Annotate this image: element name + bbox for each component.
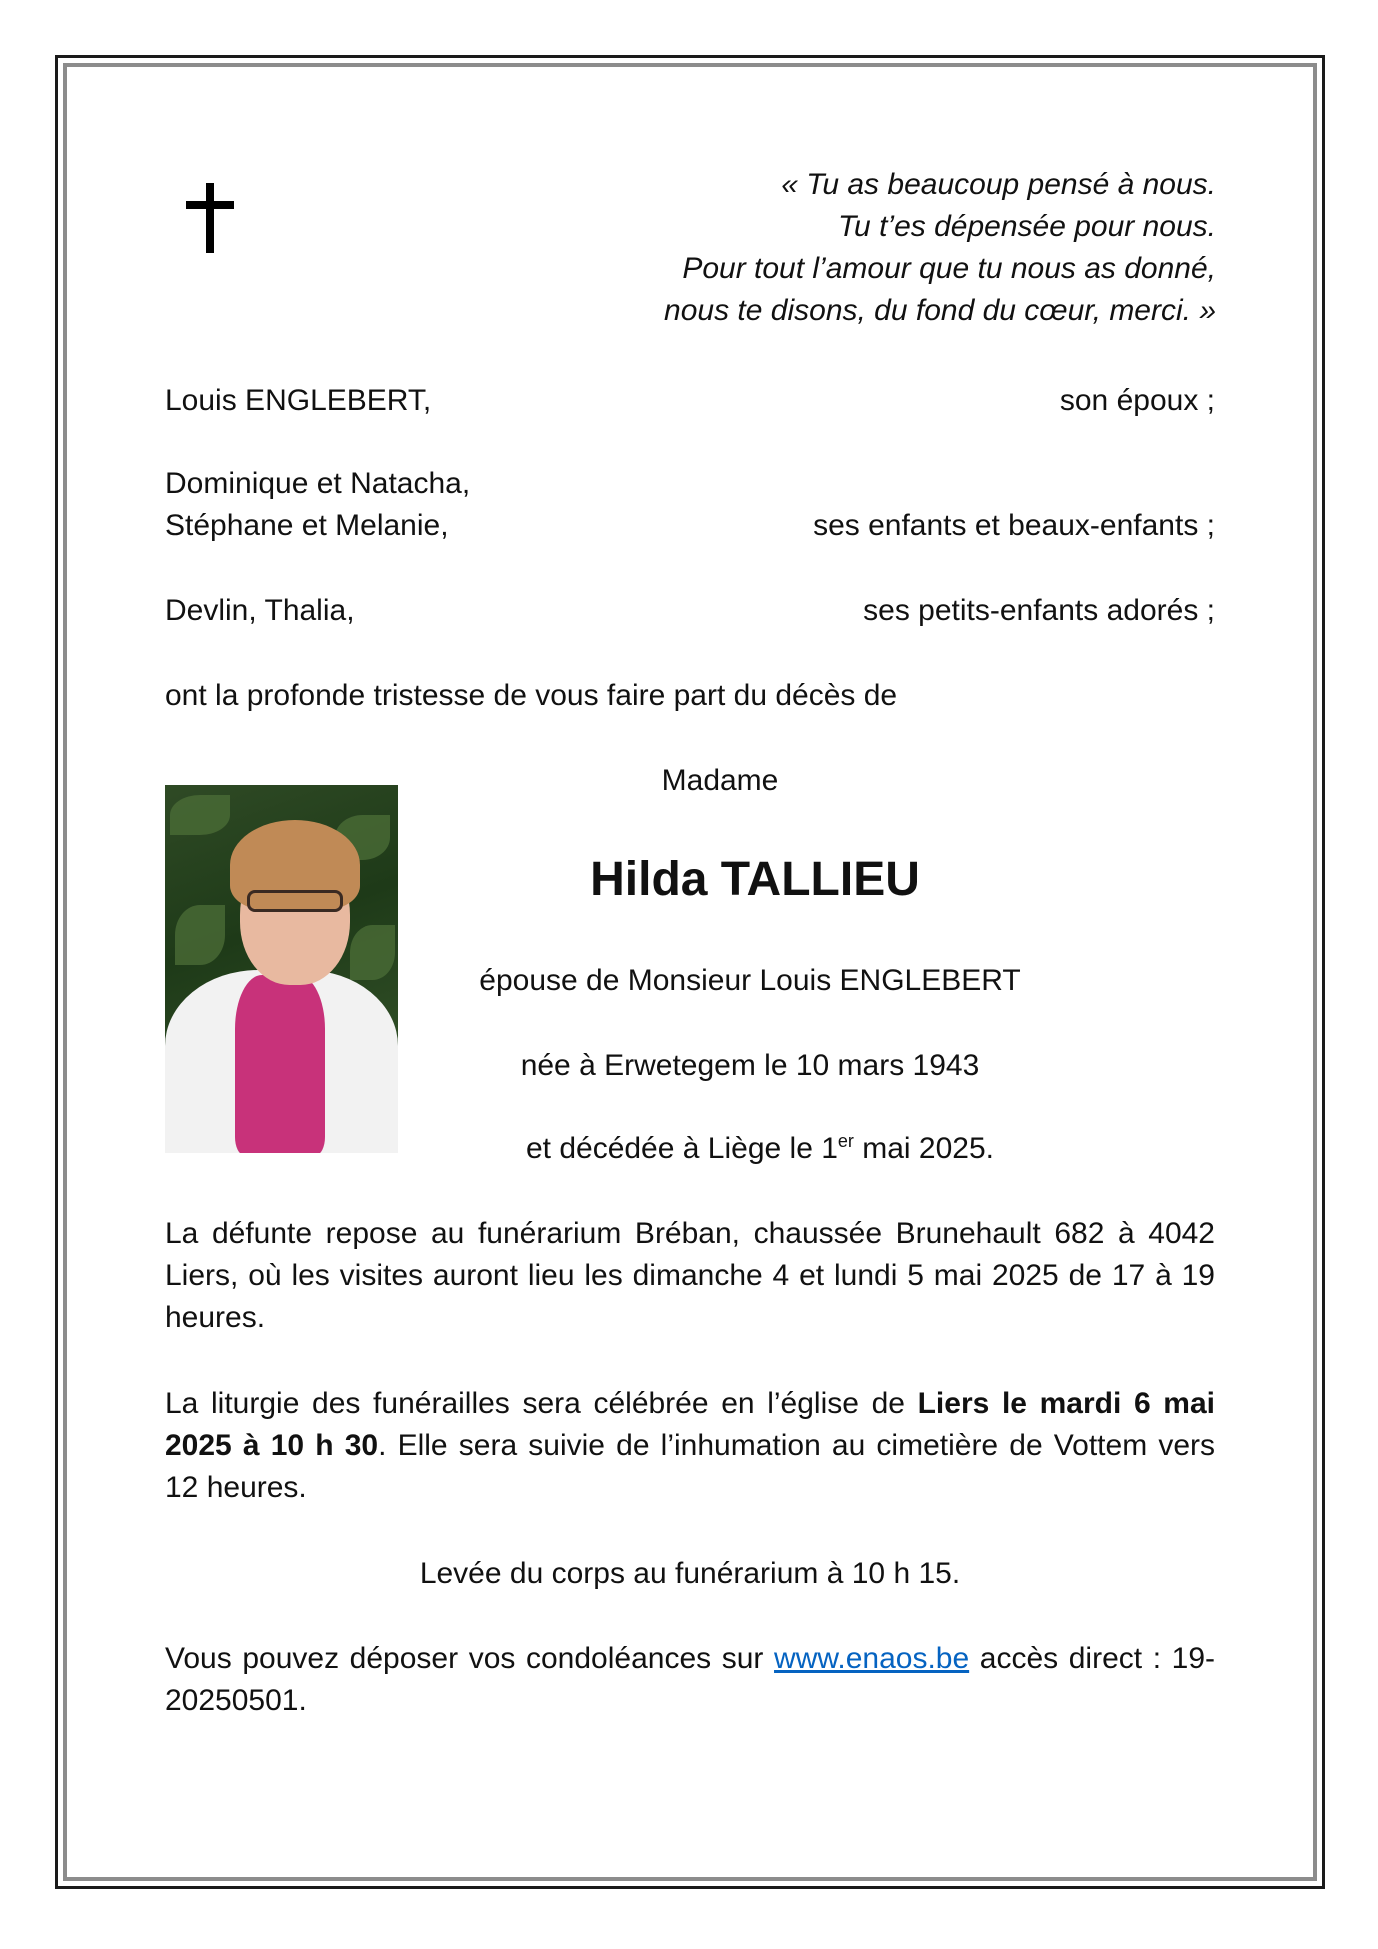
- quote-line: Pour tout l’amour que tu nous as donné,: [682, 252, 1216, 285]
- visitation-paragraph: La défunte repose au funérarium Bréban, chaussée Brunehault 682 à 4042 Liers, où les visites auront lieu les dimanche 4 et lundi 5 mai 2025 de 17 à 19 heures.: [165, 1217, 1215, 1334]
- deceased-title: Madame: [661, 764, 779, 797]
- children-role: ses enfants et beaux-enfants ;: [813, 509, 1215, 542]
- epitaph-quote: [664, 164, 1216, 332]
- family-children-row: [165, 463, 1215, 547]
- grandchildren-role: ses petits-enfants adorés ;: [863, 594, 1215, 627]
- cross-icon: [180, 183, 240, 253]
- children-names-2: Stéphane et Melanie,: [165, 509, 449, 542]
- condolences-paragraph: Vous pouvez déposer vos condoléances sur www.enaos.be accès direct : 19-20250501.: [165, 1642, 1216, 1717]
- spouse-role: son époux ;: [1059, 384, 1215, 417]
- deceased-death: et décédée à Liège le 1er mai 2025.: [525, 1131, 995, 1165]
- spouse-name: Louis ENGLEBERT,: [165, 384, 432, 417]
- grandchildren-names: Devlin, Thalia,: [165, 594, 355, 627]
- deceased-name: Hilda TALLIEU: [590, 853, 920, 906]
- liturgy-paragraph: La liturgie des funérailles sera célébrée en l’église de Liers le mardi 6 mai 2025 à 10 h 30. Elle sera suivie de l’inhumation au cimetière de Vottem vers 12 heures.: [165, 1387, 1216, 1504]
- condolences-link[interactable]: www.enaos.be: [774, 1642, 970, 1675]
- quote-line: « Tu as beaucoup pensé à nous.: [781, 168, 1216, 201]
- quote-line: Tu t’es dépensée pour nous.: [837, 210, 1216, 243]
- children-names-1: Dominique et Natacha,: [165, 467, 471, 500]
- deceased-birth: née à Erwetegem le 10 mars 1943: [520, 1049, 980, 1082]
- levee-text: Levée du corps au funérarium à 10 h 15.: [419, 1557, 961, 1590]
- announcement-text: ont la profonde tristesse de vous faire part du décès de: [165, 679, 898, 712]
- deceased-photo: [165, 785, 398, 1153]
- quote-line: nous te disons, du fond du cœur, merci. »: [664, 294, 1216, 327]
- deceased-spouse: épouse de Monsieur Louis ENGLEBERT: [479, 964, 1021, 997]
